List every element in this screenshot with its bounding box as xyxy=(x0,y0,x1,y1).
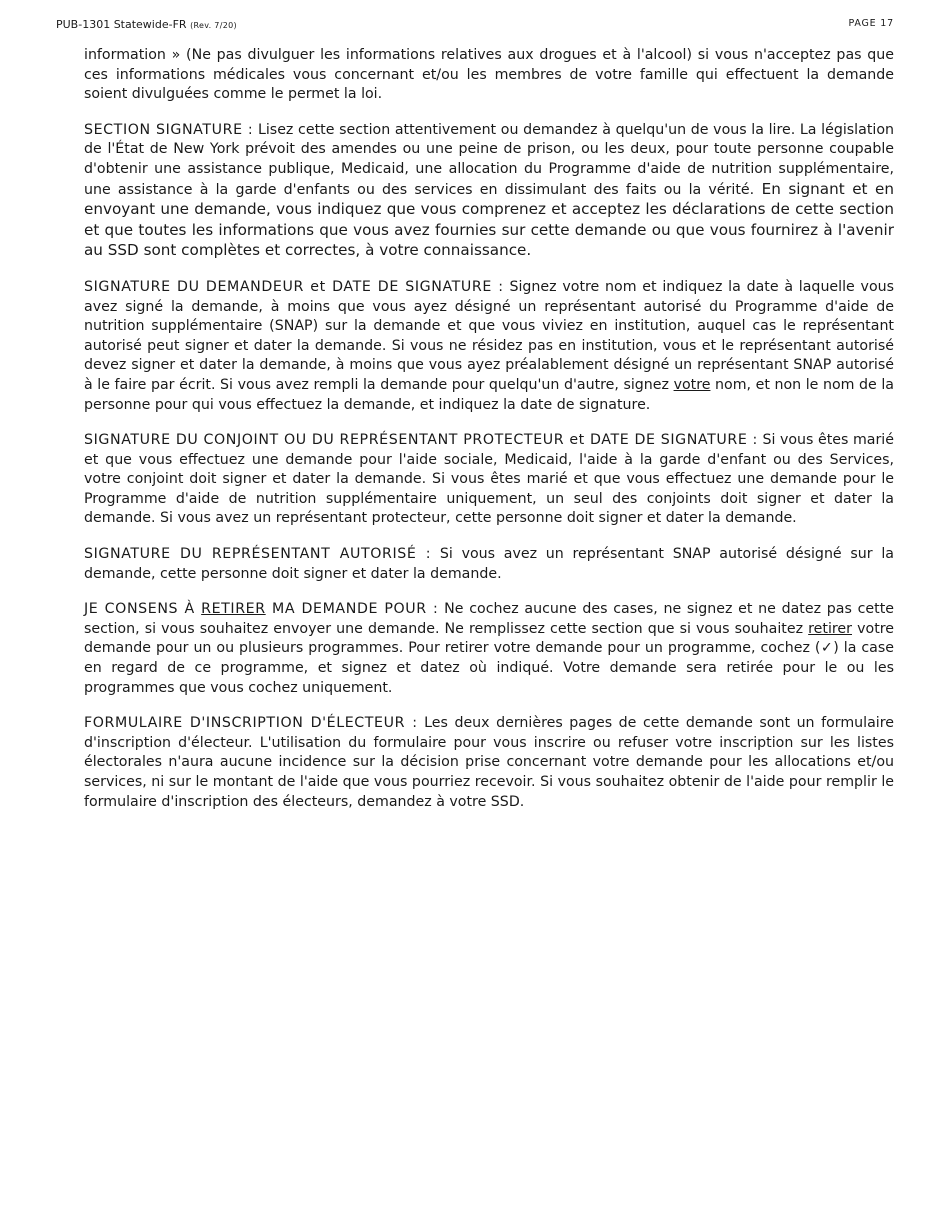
section-heading: SIGNATURE DU CONJOINT OU DU REPRÉSENTANT PROTECTEUR et DATE DE SIGNATURE : xyxy=(84,432,758,449)
paragraph-text: Ne cochez aucune des cases, ne signez et ne datez pas cette section, si vous souhaitez envoyer une demande. Ne remplissez cette section que si vous souhaitez xyxy=(84,601,894,637)
paragraph-text: Lisez cette section attentivement ou demandez à quelqu'un de vous la lire. La législation de l'État de New York prévoit des amendes ou une peine de prison, ou les deux, pour toute personne coupable d'obtenir une assistance publique, Medicaid, une allocation du Programme d'aide de nutrition supplémentaire, une assistance à la garde d'enfants ou des services en dissimulant des faits ou la vérité. xyxy=(84,121,894,198)
paragraph-text: En signant et en envoyant une demande, vous indiquez que vous comprenez et acceptez les déclarations de cette section et que toutes les informations que vous avez fournies sur cette demande ou que vous fournirez à l'avenir au SSD sont complètes et correctes, à votre connaissance. xyxy=(84,179,894,260)
underlined-word: votre xyxy=(673,376,711,393)
voter-registration-paragraph xyxy=(84,714,894,812)
document-body xyxy=(84,46,894,828)
section-heading: FORMULAIRE D'INSCRIPTION D'ÉLECTEUR : xyxy=(84,715,418,732)
form-identifier xyxy=(56,18,237,31)
page-header xyxy=(56,18,894,34)
withdraw-application-paragraph xyxy=(84,600,894,698)
form-revision: (Rev. 7/20) xyxy=(190,21,237,30)
section-heading xyxy=(84,601,438,617)
underlined-heading-word: RETIRER xyxy=(201,601,266,618)
paragraph-text: Les deux dernières pages de cette demande sont un formulaire d'inscription d'électeur. L'utilisation du formulaire pour vous inscrire ou refuser votre inscription sur les listes électorales n'aura aucune incidence sur la décision prise concernant votre demande pour les allocations et/ou services, ni sur le montant de l'aide que vous pourriez recevoir. Si vous souhaitez obtenir de l'aide pour remplir le formulaire d'inscription des électeurs, demandez à votre SSD. xyxy=(84,715,894,810)
heading-part: MA DEMANDE POUR : xyxy=(265,601,439,618)
page-number: PAGE 17 xyxy=(848,18,894,29)
applicant-signature-paragraph xyxy=(84,278,894,415)
form-id: PUB-1301 Statewide-FR xyxy=(56,18,187,31)
section-heading: SECTION SIGNATURE : xyxy=(84,121,254,138)
authorized-representative-paragraph xyxy=(84,545,894,584)
heading-part: JE CONSENS À xyxy=(84,601,202,618)
paragraph-text: Si vous avez un représentant SNAP autorisé désigné sur la demande, cette personne doit signer et dater la demande. xyxy=(84,546,894,582)
underlined-word: retirer xyxy=(808,620,852,637)
paragraph-continuation xyxy=(84,46,894,105)
paragraph-text: Si vous êtes marié et que vous effectuez une demande pour l'aide sociale, Medicaid, l'aide à la garde d'enfant ou des Services, votre conjoint doit signer et dater la demande. Si vous êtes marié et que vous effectuez une demande pour le Programme d'aide de nutrition supplémentaire uniquement, un seul des conjoints doit signer et dater la demande. Si vous avez un représentant protecteur, cette personne doit signer et dater la demande. xyxy=(84,432,894,527)
section-heading: SIGNATURE DU DEMANDEUR et DATE DE SIGNATURE : xyxy=(84,278,504,295)
paragraph-text: information » (Ne pas divulguer les informations relatives aux drogues et à l'alcool) si vous n'acceptez pas que ces informations médicales vous concernant et/ou les membres de votre famille qui effectuent la demande soient divulguées comme le permet la loi. xyxy=(84,47,894,103)
paragraph-text: votre demande pour un ou plusieurs programmes. Pour retirer votre demande pour un programme, cochez (✓) la case en regard de ce programme, et signez et datez où indiqué. Votre demande sera retirée pour le ou les programmes que vous cochez uniquement. xyxy=(84,620,894,696)
section-heading: SIGNATURE DU REPRÉSENTANT AUTORISÉ : xyxy=(84,546,432,563)
spouse-signature-paragraph xyxy=(84,431,894,529)
paragraph-text: nom, et non le nom de la personne pour qui vous effectuez la demande, et indiquez la date de signature. xyxy=(84,376,894,413)
section-signature-paragraph xyxy=(84,121,894,262)
paragraph-text: Signez votre nom et indiquez la date à laquelle vous avez signé la demande, à moins que vous ayez désigné un représentant autorisé du Programme d'aide de nutrition supplémentaire (SNAP) sur la demande et que vous viviez en institution, auquel cas le représentant autorisé peut signer et dater la demande. Si vous ne résidez pas en institution, vous et le représentant autorisé devez signer et dater la demande, à moins que vous ayez préalablement désigné un représentant SNAP autorisé à le faire par écrit. Si vous avez rempli la demande pour quelqu'un d'autre, signez xyxy=(84,278,895,393)
